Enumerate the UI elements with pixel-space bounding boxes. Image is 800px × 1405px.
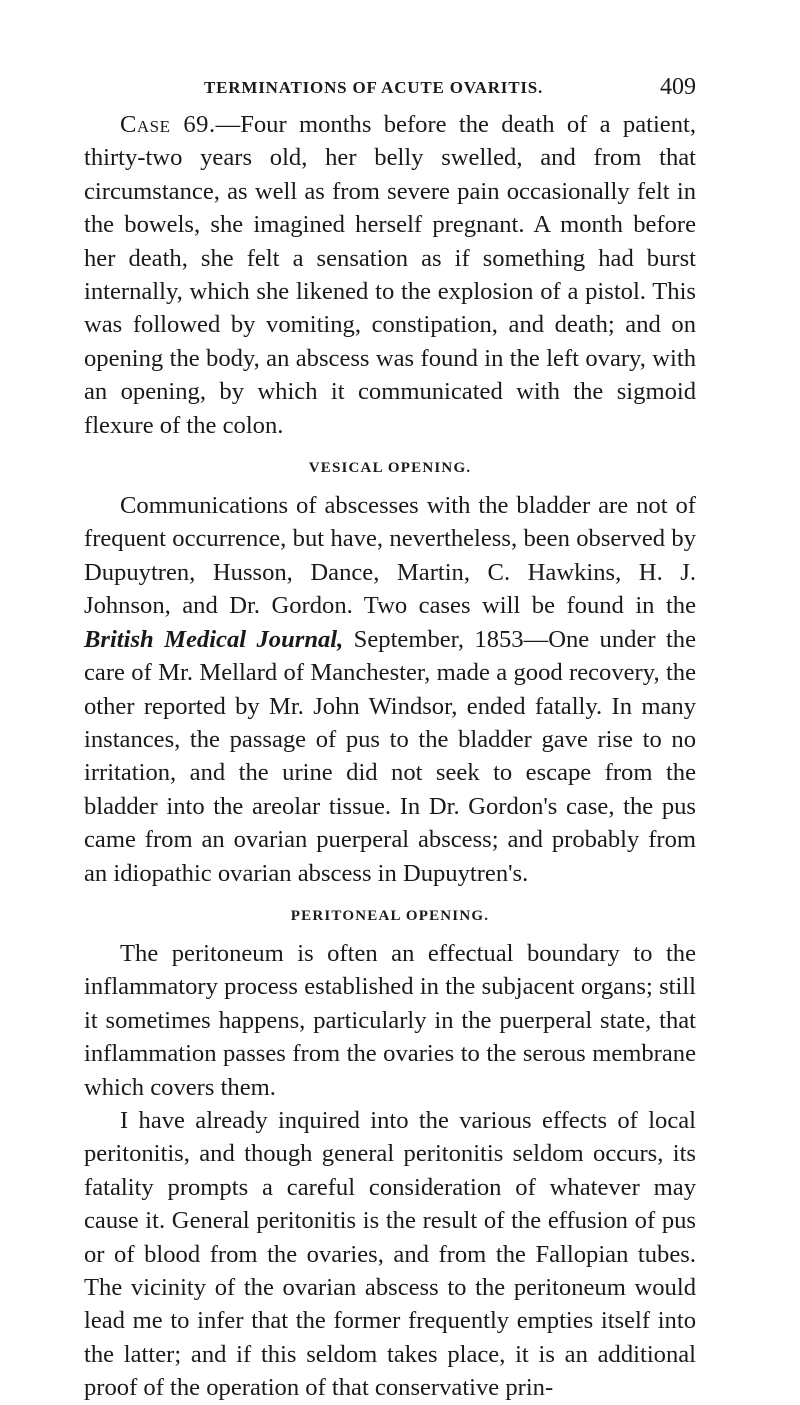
peritoneal-paragraph-2: I have already inquired into the various effects of local peritonitis, and though general peritonitis seldom occurs, its fatality prompts a careful consideration of whatever may cause it. General peritonitis is the result of the effusion of pus or of blood from the ovaries, and from the Fallopian tubes. The vicinity of the ovarian abscess to the peritoneum would lead me to infer that the former frequently empties itself into the latter; and if this seldom takes place, it is an additional proof of the operation of that conservative prin- — [84, 1106, 696, 1402]
vesical-text-after: September, 1853—One under the care of Mr. Mellard of Manchester, made a good recovery, the other reported by Mr. John Windsor, ended fatally. In many instances, the passage of pus to the bladder gave rise to no irritation, and the urine did not seek to escape from the bladder into the areolar tissue. In Dr. Gordon's case, the pus came from an ovarian puerperal abscess; and probably from an idiopathic ovarian abscess in Dupuytren's. — [84, 625, 696, 887]
case-label: Case 69. — [120, 111, 216, 138]
vesical-opening-heading: VESICAL OPENING. — [308, 460, 472, 477]
vesical-paragraph — [84, 489, 696, 890]
running-head — [84, 74, 696, 108]
journal-title: British Medical Journal, — [84, 625, 344, 653]
vesical-text-before: Communications of abscesses with the bladder are not of frequent occurrence, but have, nevertheless, been observed by Dupuytren, Husson, Dance, Martin, C. Hawkins, H. J. Johnson, and Dr. Gordon. Two cases will be found in the — [84, 492, 696, 620]
page-number: 409 — [660, 74, 696, 100]
peritoneal-paragraph-1: The peritoneum is often an effectual boundary to the inflammatory process established in the subjacent organs; still it sometimes happens, particularly in the puerperal state, that inflammation passes from the ovaries to the serous membrane which covers them. — [84, 939, 696, 1101]
case-69-text: —Four months before the death of a patient, thirty-two years old, her belly swelled, and from that circumstance, as well as from severe pain occasionally felt in the bowels, she imagined herself pregnant. A month before her death, she felt a sensation as if something had burst internally, which she likened to the explosion of a pistol. This was followed by vomiting, constipation, and death; and on opening the body, an abscess was found in the left ovary, with an opening, by which it communicated with the sigmoid flexure of the colon. — [84, 111, 696, 439]
peritoneal-opening-heading: PERITONEAL OPENING. — [290, 907, 490, 924]
case-69-paragraph — [84, 108, 696, 442]
book-page — [84, 74, 696, 1405]
running-title: TERMINATIONS OF ACUTE OVARITIS. — [204, 78, 544, 97]
